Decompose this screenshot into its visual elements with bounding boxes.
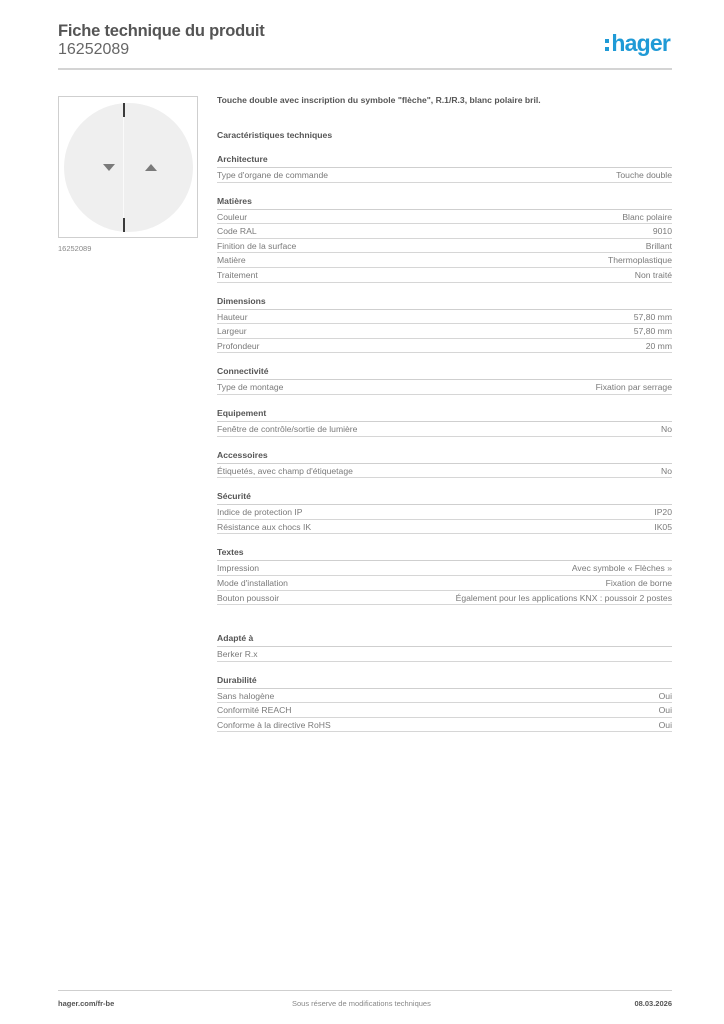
spec-row	[217, 210, 672, 225]
spec-row	[217, 464, 672, 479]
spec-value: 9010	[652, 226, 672, 237]
section-title: Textes	[217, 547, 672, 561]
spec-label: Type de montage	[217, 382, 284, 393]
spec-value: Avec symbole « Flèches »	[571, 563, 672, 574]
spec-label: Indice de protection IP	[217, 507, 303, 518]
image-caption: 16252089	[58, 244, 92, 253]
spec-row	[217, 505, 672, 520]
section-title: Architecture	[217, 154, 672, 168]
spec-section	[217, 366, 672, 395]
characteristics-title: Caractéristiques techniques	[217, 130, 333, 140]
spec-row	[217, 253, 672, 268]
spec-value: 57,80 mm	[633, 326, 672, 337]
spec-label: Berker R.x	[217, 649, 258, 660]
spec-row	[217, 380, 672, 395]
spec-value: Oui	[658, 705, 672, 716]
spec-row	[217, 689, 672, 704]
spec-section	[217, 547, 672, 605]
footer-divider	[58, 990, 672, 991]
switch-gap	[123, 107, 124, 228]
spec-label: Sans halogène	[217, 690, 275, 701]
switch-bottom-mark	[123, 218, 125, 232]
spec-label: Code RAL	[217, 226, 257, 237]
spec-value: Également pour les applications KNX : poussoir 2 postes	[455, 592, 672, 603]
spec-label: Bouton poussoir	[217, 592, 280, 603]
spec-label: Conformité REACH	[217, 705, 292, 716]
spec-label: Type d'organe de commande	[217, 170, 329, 180]
spec-section	[217, 675, 672, 733]
spec-label: Finition de la surface	[217, 240, 297, 251]
product-image	[58, 96, 198, 238]
spec-sections	[217, 154, 672, 732]
spec-section	[217, 491, 672, 534]
spec-label: Mode d'installation	[217, 577, 288, 588]
spec-row	[217, 339, 672, 354]
spec-label: Traitement	[217, 269, 258, 280]
hager-logo	[605, 30, 670, 57]
spec-row	[217, 422, 672, 437]
section-title: Connectivité	[217, 366, 672, 380]
section-title: Matières	[217, 196, 672, 210]
spec-value: Blanc polaire	[622, 211, 672, 222]
footer-disclaimer: Sous réserve de modifications techniques	[292, 999, 431, 1008]
spec-row	[217, 718, 672, 733]
spec-section	[217, 154, 672, 183]
spec-value: Oui	[658, 690, 672, 701]
spec-row	[217, 520, 672, 535]
spec-value: Brillant	[645, 240, 672, 251]
spec-row	[217, 224, 672, 239]
section-title: Equipement	[217, 408, 672, 422]
spec-row	[217, 576, 672, 591]
header-divider	[58, 68, 672, 70]
section-title: Accessoires	[217, 450, 672, 464]
spec-label: Impression	[217, 563, 260, 574]
spec-label: Matière	[217, 255, 246, 266]
spec-content	[217, 95, 672, 732]
spec-row	[217, 268, 672, 283]
logo-text: hager	[611, 30, 670, 56]
spec-row	[217, 561, 672, 576]
spec-section	[217, 633, 672, 662]
spec-label: Étiquetés, avec champ d'étiquetage	[217, 465, 353, 476]
spec-value: Thermoplastique	[607, 255, 672, 266]
spec-section	[217, 408, 672, 437]
spec-row	[217, 310, 672, 325]
spec-section	[217, 196, 672, 283]
spec-section	[217, 296, 672, 354]
spec-value: No	[661, 423, 672, 434]
switch-top-mark	[123, 103, 125, 117]
spec-section	[217, 450, 672, 479]
section-title: Adapté à	[217, 633, 672, 647]
section-title: Dimensions	[217, 296, 672, 310]
document-title: Fiche technique du produit	[58, 22, 265, 40]
spec-value: IP20	[654, 507, 672, 518]
product-description: Touche double avec inscription du symbole "flèche", R.1/R.3, blanc polaire bril.	[217, 95, 541, 105]
spec-row	[217, 324, 672, 339]
spec-value: 20 mm	[645, 340, 672, 351]
footer-date: 08.03.2026	[634, 999, 672, 1008]
spec-value: Non traité	[634, 269, 672, 280]
switch-disc	[64, 103, 193, 232]
arrow-up-icon	[145, 164, 157, 171]
spec-row	[217, 591, 672, 606]
spec-value: Touche double	[616, 170, 672, 180]
spec-label: Fenêtre de contrôle/sortie de lumière	[217, 423, 358, 434]
section-title: Sécurité	[217, 491, 672, 505]
spec-value: Oui	[658, 719, 672, 730]
spec-row	[217, 703, 672, 718]
spec-label: Couleur	[217, 211, 248, 222]
spec-value: Fixation de borne	[605, 577, 672, 588]
spec-row	[217, 239, 672, 254]
footer-website[interactable]: hager.com/fr-be	[58, 999, 115, 1008]
spec-label: Résistance aux chocs IK	[217, 521, 312, 532]
arrow-down-icon	[103, 164, 115, 171]
spec-label: Profondeur	[217, 340, 260, 351]
spec-label: Largeur	[217, 326, 247, 337]
spec-value: IK05	[654, 521, 672, 532]
section-title: Durabilité	[217, 675, 672, 689]
spec-row	[217, 168, 672, 183]
spec-value: Fixation par serrage	[595, 382, 672, 393]
spec-label: Hauteur	[217, 311, 248, 322]
product-code: 16252089	[58, 41, 130, 58]
spec-row	[217, 647, 672, 662]
page-header	[58, 22, 672, 59]
spec-label: Conforme à la directive RoHS	[217, 719, 331, 730]
spec-value: No	[661, 465, 672, 476]
logo-colon-icon	[605, 39, 609, 51]
spec-value: 57,80 mm	[633, 311, 672, 322]
